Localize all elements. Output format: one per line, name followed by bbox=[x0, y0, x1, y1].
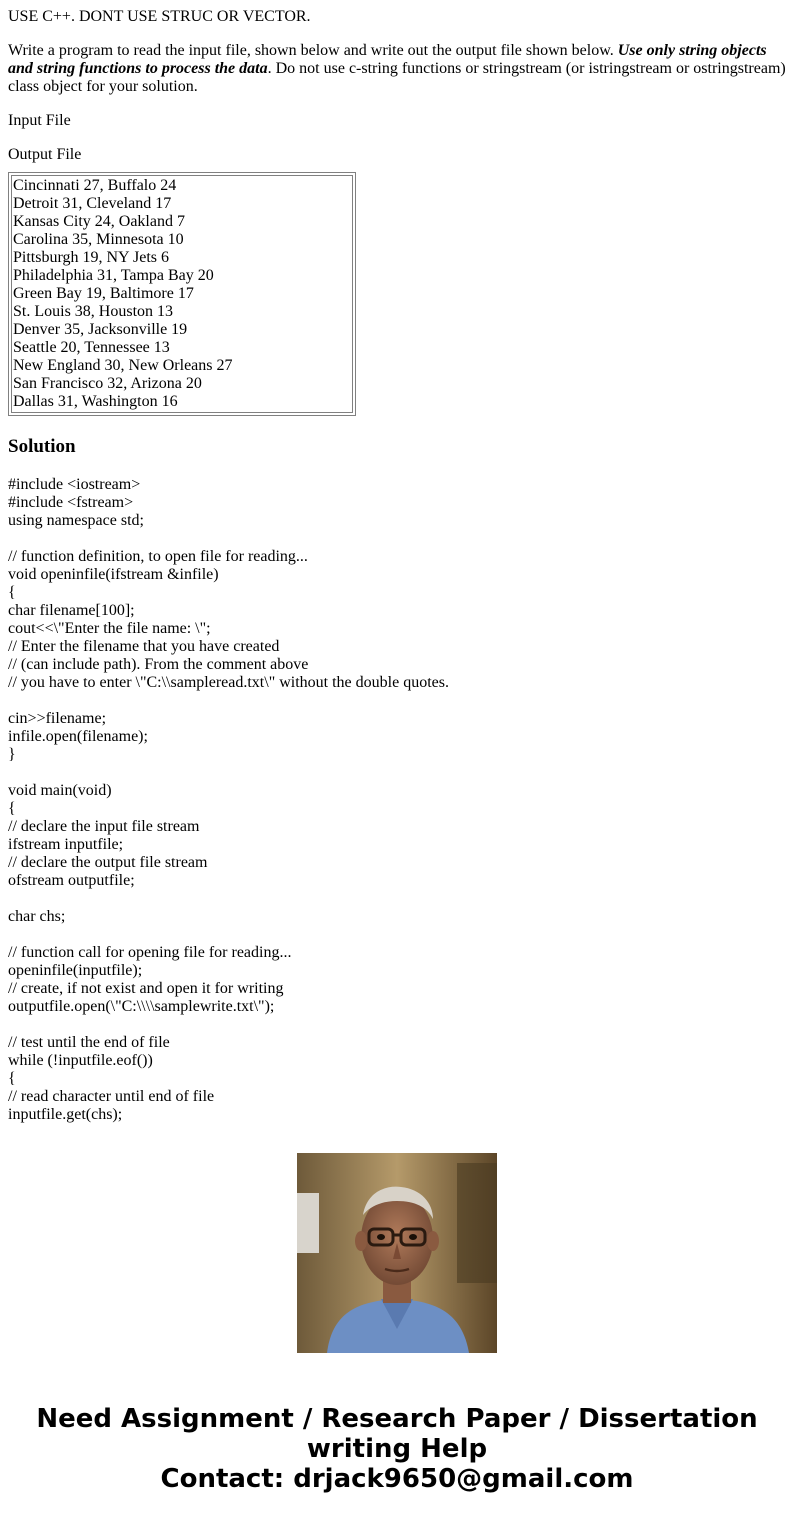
code-line bbox=[8, 1016, 790, 1034]
instruction-line: USE C++. DONT USE STRUC OR VECTOR. bbox=[8, 8, 311, 25]
solution-heading: Solution bbox=[8, 436, 76, 457]
code-line: // function call for opening file for reading... bbox=[8, 944, 292, 961]
code-line: #include <fstream> bbox=[8, 494, 134, 511]
description-text-1: Write a program to read the input file, shown below and write out the output file shown below. bbox=[8, 42, 618, 59]
output-file-table bbox=[8, 172, 356, 416]
output-row: Denver 35, Jacksonville 19 bbox=[13, 321, 188, 338]
banner-contact-line: Contact: drjack9650@gmail.com bbox=[160, 1464, 634, 1494]
code-line: char chs; bbox=[8, 908, 66, 925]
code-line: void main(void) bbox=[8, 782, 112, 799]
code-line: } bbox=[8, 746, 16, 763]
code-line bbox=[8, 764, 790, 782]
code-line: inputfile.get(chs); bbox=[8, 1106, 123, 1123]
contact-banner bbox=[0, 1404, 794, 1494]
person-photo-icon bbox=[297, 1153, 497, 1353]
avatar-illustration bbox=[297, 1153, 497, 1353]
code-line: openinfile(inputfile); bbox=[8, 962, 143, 979]
code-line: #include <iostream> bbox=[8, 476, 141, 493]
solution-code bbox=[8, 476, 790, 1123]
code-line bbox=[8, 692, 790, 710]
output-row: Pittsburgh 19, NY Jets 6 bbox=[13, 249, 170, 266]
output-row: St. Louis 38, Houston 13 bbox=[13, 303, 174, 320]
code-line: // you have to enter \"C:\\sampleread.txt\" without the double quotes. bbox=[8, 674, 449, 691]
code-line bbox=[8, 926, 790, 944]
code-line: // function definition, to open file for reading... bbox=[8, 548, 308, 565]
code-line: // read character until end of file bbox=[8, 1088, 215, 1105]
output-row: Dallas 31, Washington 16 bbox=[13, 393, 178, 410]
input-file-label: Input File bbox=[8, 112, 71, 129]
output-file-label: Output File bbox=[8, 146, 82, 163]
code-line: infile.open(filename); bbox=[8, 728, 148, 745]
code-line: using namespace std; bbox=[8, 512, 144, 529]
code-line: { bbox=[8, 800, 16, 817]
code-line: void openinfile(ifstream &infile) bbox=[8, 566, 219, 583]
output-row: Kansas City 24, Oakland 7 bbox=[13, 213, 185, 230]
code-line: cout<<\"Enter the file name: \"; bbox=[8, 620, 211, 637]
output-row: Seattle 20, Tennessee 13 bbox=[13, 339, 170, 356]
description-text-2: . Do not use c-string functions or stringstream (or istringstream or ostringstream) class object for your solution. bbox=[8, 60, 786, 95]
output-file-cell bbox=[11, 175, 353, 413]
code-line: // test until the end of file bbox=[8, 1034, 170, 1051]
output-row: Carolina 35, Minnesota 10 bbox=[13, 231, 184, 248]
code-line: cin>>filename; bbox=[8, 710, 107, 727]
code-line: { bbox=[8, 1070, 16, 1087]
code-line: char filename[100]; bbox=[8, 602, 135, 619]
code-line: outputfile.open(\"C:\\\\samplewrite.txt\"); bbox=[8, 998, 275, 1015]
code-line: { bbox=[8, 584, 16, 601]
code-line: ofstream outputfile; bbox=[8, 872, 135, 889]
code-line: // (can include path). From the comment above bbox=[8, 656, 309, 673]
banner-line-2: writing Help bbox=[306, 1434, 488, 1464]
code-line: ifstream inputfile; bbox=[8, 836, 124, 853]
output-row: Philadelphia 31, Tampa Bay 20 bbox=[13, 267, 214, 284]
page-content bbox=[8, 0, 790, 1123]
code-line: while (!inputfile.eof()) bbox=[8, 1052, 153, 1069]
code-line: // declare the input file stream bbox=[8, 818, 200, 835]
code-line: // create, if not exist and open it for writing bbox=[8, 980, 284, 997]
assignment-description bbox=[8, 42, 790, 96]
output-row: Green Bay 19, Baltimore 17 bbox=[13, 285, 194, 302]
banner-line-1: Need Assignment / Research Paper / Dissertation bbox=[36, 1404, 758, 1434]
output-row: Detroit 31, Cleveland 17 bbox=[13, 195, 172, 212]
code-line bbox=[8, 530, 790, 548]
output-row: San Francisco 32, Arizona 20 bbox=[13, 375, 202, 392]
output-row: Cincinnati 27, Buffalo 24 bbox=[13, 177, 177, 194]
output-row: New England 30, New Orleans 27 bbox=[13, 357, 233, 374]
code-line bbox=[8, 890, 790, 908]
code-line: // declare the output file stream bbox=[8, 854, 208, 871]
description-emphasis: Use only string objects and string functions to process the data bbox=[8, 42, 767, 77]
code-line: // Enter the filename that you have created bbox=[8, 638, 280, 655]
